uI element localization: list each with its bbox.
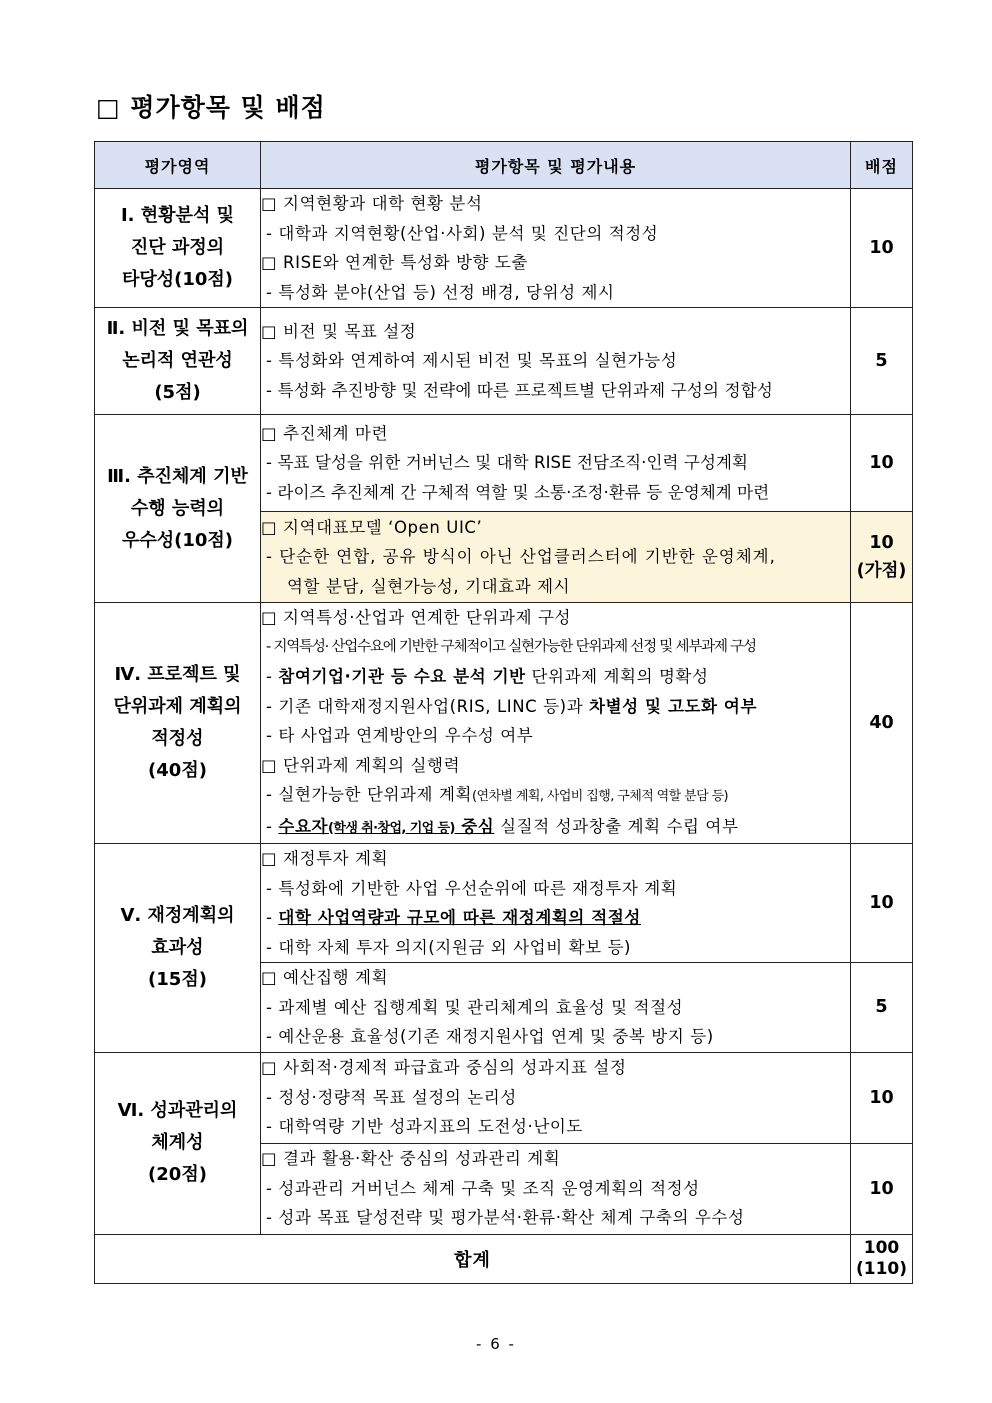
- header-score: 배점: [851, 142, 913, 189]
- item-detail: - 타 사업과 연계방안의 우수성 여부: [266, 726, 534, 745]
- detail-note: (연차별 계획, 사업비 집행, 구체적 역할 분담 등): [472, 789, 729, 804]
- area-cell-5: [95, 844, 261, 1053]
- item-detail: - 과제별 예산 집행계획 및 관리체계의 효율성 및 적절성: [266, 997, 684, 1017]
- item-detail: [261, 780, 850, 812]
- total-score-bonus: (110): [855, 1258, 908, 1279]
- area-cell-4: [95, 603, 261, 844]
- item-detail: - 특성화 분야(산업 등) 선정 배경, 당위성 제시: [266, 282, 615, 302]
- item-detail: - 목표 달성을 위한 거버넌스 및 대학 RISE 전담조직·인력 구성계획: [266, 453, 749, 473]
- table-row: [95, 189, 913, 308]
- score-cell: 10: [851, 1143, 913, 1234]
- items-cell: [261, 1052, 851, 1143]
- detail-text: 단위과제 계획의 명확성: [525, 667, 709, 686]
- item-heading: □ 추진체계 마련: [261, 423, 389, 443]
- items-cell: [261, 963, 851, 1053]
- area-line: 진단 과정의: [130, 237, 225, 258]
- area-cell-6: [95, 1052, 261, 1234]
- items-cell-highlight: [261, 512, 851, 603]
- area-line: Ⅰ. 현황분석 및: [120, 205, 234, 226]
- item-detail: - 대학과 지역현황(산업·사회) 분석 및 진단의 적정성: [266, 223, 659, 243]
- emphasis-text: 대학 사업역량과 규모에 따른 재정계획의 적절성: [278, 908, 641, 927]
- page-title: □ 평가항목 및 배점: [96, 93, 326, 122]
- item-detail: - 지역특성· 산업수요에 기반한 구체적이고 실현가능한 단위과제 선정 및 세부과제 구성: [266, 638, 756, 655]
- table-row: [95, 844, 913, 963]
- item-detail: - 성과 목표 달성전략 및 평가분석·환류·확산 체계 구축의 우수성: [266, 1208, 745, 1228]
- area-line: 단위과제 계획의: [113, 696, 242, 717]
- item-detail: - 대학역량 기반 성과지표의 도전성·난이도: [266, 1117, 583, 1137]
- area-line: Ⅵ. 성과관리의: [117, 1100, 238, 1121]
- total-score: [851, 1234, 913, 1283]
- score-cell: 10: [851, 1052, 913, 1143]
- emphasis-text: 참여기업·기관 등 수요 분석 기반: [278, 667, 526, 686]
- item-detail: [261, 662, 850, 692]
- area-cell-2: [95, 308, 261, 415]
- total-label: 합계: [95, 1234, 851, 1283]
- evaluation-table: [94, 141, 913, 1284]
- underlined-emphasis: [278, 817, 494, 836]
- items-cell: [261, 1143, 851, 1234]
- item-detail: - 대학 자체 투자 의지(지원금 외 사업비 확보 등): [266, 937, 632, 957]
- item-heading: □ 지역현황과 대학 현황 분석: [261, 194, 483, 213]
- item-detail: - 라이즈 추진체계 간 구체적 역할 및 소통·조정·환류 등 운영체계 마련: [266, 482, 770, 502]
- item-heading: □ 예산집행 계획: [261, 968, 389, 987]
- area-line: Ⅱ. 비전 및 목표의: [106, 318, 249, 339]
- items-cell: [261, 189, 851, 308]
- area-line: 타당성(10점): [121, 269, 234, 290]
- dash: -: [266, 908, 279, 927]
- item-heading: □ 결과 활용·확산 중심의 성과관리 계획: [261, 1149, 561, 1169]
- score-cell: 10: [851, 189, 913, 308]
- area-line: (15점): [148, 968, 207, 990]
- score-value: 10: [869, 533, 894, 553]
- area-line: 적정성: [151, 728, 204, 749]
- item-detail: - 특성화와 연계하여 제시된 비전 및 목표의 실현가능성: [266, 351, 678, 371]
- total-score-value: 100: [863, 1237, 900, 1258]
- area-line: (40점): [148, 760, 207, 781]
- item-heading: □ 단위과제 계획의 실행력: [261, 755, 461, 775]
- item-heading: □ 지역특성·산업과 연계한 단위과제 구성: [261, 608, 572, 627]
- items-cell: [261, 844, 851, 963]
- items-cell: [261, 308, 851, 415]
- score-cell: 40: [851, 603, 913, 844]
- area-line: (20점): [148, 1164, 207, 1185]
- dash: -: [266, 816, 279, 836]
- table-header-row: [95, 142, 913, 189]
- total-row: [95, 1234, 913, 1283]
- item-detail: [261, 812, 850, 844]
- emphasis-note: (학생 취·창업, 기업 등): [328, 820, 455, 836]
- item-detail: [261, 903, 850, 933]
- table-row: [95, 1052, 913, 1143]
- detail-text: 실질적 성과창출 계획 수립 여부: [494, 816, 739, 836]
- item-detail: - 특성화 추진방향 및 전략에 따른 프로젝트별 단위과제 구성의 정합성: [266, 380, 774, 400]
- emphasis-text: 수요자: [278, 816, 329, 836]
- score-cell: 5: [851, 308, 913, 415]
- score-cell-bonus: [851, 512, 913, 603]
- area-line: 수행 능력의: [130, 497, 225, 519]
- table-row: [95, 415, 913, 512]
- score-cell: 5: [851, 963, 913, 1053]
- area-line: Ⅲ. 추진체계 기반: [107, 465, 248, 487]
- detail-text: - 실현가능한 단위과제 계획: [266, 785, 473, 804]
- area-line: Ⅴ. 재정계획의: [120, 904, 235, 926]
- score-cell: 10: [851, 844, 913, 963]
- item-heading: □ 사회적·경제적 파급효과 중심의 성과지표 설정: [261, 1058, 627, 1078]
- area-line: 효과성: [151, 936, 204, 958]
- header-area: 평가영역: [95, 142, 261, 189]
- emphasis-text: 중심: [454, 816, 495, 836]
- item-detail: - 예산운용 효율성(기존 재정지원사업 연계 및 중복 방지 등): [266, 1027, 714, 1046]
- item-detail: [261, 692, 850, 722]
- item-heading: □ RISE와 연계한 특성화 방향 도출: [261, 253, 528, 272]
- area-cell-1: [95, 189, 261, 308]
- dash: -: [266, 667, 279, 686]
- item-detail: - 단순한 연합, 공유 방식이 아닌 산업클러스터에 기반한 운영체계,: [266, 547, 776, 567]
- items-cell: [261, 603, 851, 844]
- items-cell: [261, 415, 851, 512]
- area-line: 우수성(10점): [121, 529, 234, 551]
- area-line: Ⅳ. 프로젝트 및: [114, 664, 241, 685]
- detail-text: - 기존 대학재정지원사업(RIS, LINC 등)과: [266, 696, 590, 716]
- score-cell: 10: [851, 415, 913, 512]
- item-heading: □ 비전 및 목표 설정: [261, 321, 417, 341]
- item-detail: - 정성·정량적 목표 설정의 논리성: [266, 1087, 517, 1107]
- header-items: 평가항목 및 평가내용: [261, 142, 851, 189]
- table-row: [95, 308, 913, 415]
- item-detail: - 성과관리 거버넌스 체계 구축 및 조직 운영계획의 적정성: [266, 1178, 700, 1198]
- item-detail: - 특성화에 기반한 사업 우선순위에 따른 재정투자 계획: [266, 878, 678, 898]
- page-number: - 6 -: [476, 1335, 516, 1353]
- item-detail: 역할 분담, 실현가능성, 기대효과 제시: [287, 576, 571, 596]
- item-heading: □ 재정투자 계획: [261, 849, 389, 868]
- area-cell-3: [95, 415, 261, 603]
- score-note: (가점): [856, 561, 907, 581]
- table-row: [95, 603, 913, 844]
- item-heading: □ 지역대표모델 ‘Open UIC’: [261, 517, 483, 537]
- emphasis-text: 차별성 및 고도화 여부: [589, 696, 757, 716]
- area-line: 체계성: [151, 1132, 204, 1153]
- area-line: 논리적 연관성: [122, 350, 233, 371]
- area-line: (5점): [154, 382, 201, 403]
